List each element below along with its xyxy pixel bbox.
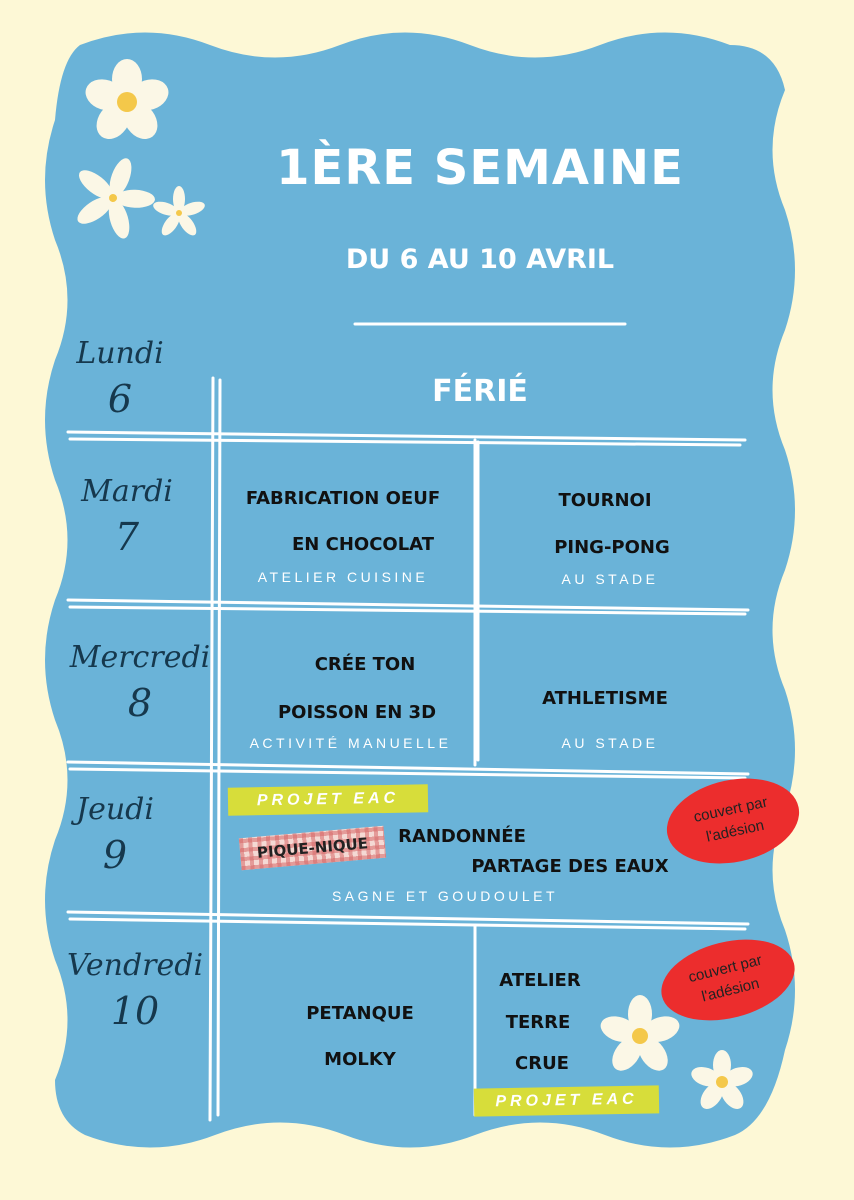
wednesday-activity-left-place: ACTIVITÉ MANUELLE [249, 735, 452, 751]
page-title: 1ÈRE SEMAINE [276, 140, 684, 196]
day-name: Lundi [76, 336, 164, 371]
wednesday-activity-left-line1: CRÉE TON [314, 654, 416, 675]
tuesday-activity-left-line1: FABRICATION OEUF [245, 488, 441, 509]
thursday-activity-line2: PARTAGE DES EAUX [471, 856, 669, 877]
flower-icon [689, 1050, 755, 1113]
flower-icon [81, 59, 172, 146]
friday-activity-right-line3: CRUE [515, 1053, 569, 1074]
covered-by-membership-badge: couvert par l'adésion [653, 927, 803, 1034]
date-range: DU 6 AU 10 AVRIL [345, 244, 615, 275]
day-name: Vendredi [66, 948, 204, 983]
wednesday-activity-right-line1: ATHLETISME [542, 688, 668, 709]
tuesday-activity-left-line2: EN CHOCOLAT [292, 534, 434, 555]
monday-holiday-label: FÉRIÉ [432, 374, 528, 409]
day-name: Mardi [81, 474, 173, 509]
picnic-tag: PIQUE-NIQUE [239, 826, 386, 871]
thursday-activity-place: SAGNE ET GOUDOULET [331, 888, 559, 904]
project-eac-tag: PROJET EAC [474, 1085, 659, 1116]
wednesday-activity-left-line2: POISSON EN 3D [277, 702, 437, 723]
tuesday-activity-right-line2: PING-PONG [554, 537, 670, 558]
friday-activity-left-line1: PETANQUE [306, 1003, 414, 1024]
day-label-monday [45, 336, 195, 421]
day-number: 8 [127, 681, 153, 725]
day-number: 7 [114, 515, 140, 559]
friday-activity-right-line2: TERRE [505, 1012, 571, 1033]
tuesday-activity-right-place: AU STADE [561, 571, 659, 587]
day-label-thursday [40, 792, 190, 877]
day-label-tuesday [52, 474, 202, 559]
friday-activity-right-line1: ATELIER [499, 970, 581, 991]
day-name: Jeudi [76, 792, 154, 827]
day-number: 9 [102, 833, 128, 877]
flower-icon [59, 144, 167, 250]
day-label-wednesday [65, 640, 215, 725]
flower-icon [151, 186, 206, 238]
covered-by-membership-badge: couvert par l'adésion [659, 767, 807, 875]
friday-activity-left-line2: MOLKY [324, 1049, 396, 1070]
tuesday-activity-left-place: ATELIER CUISINE [257, 569, 429, 585]
day-number: 6 [107, 377, 133, 421]
day-name: Mercredi [69, 640, 211, 675]
day-label-friday [60, 948, 210, 1033]
tuesday-activity-right-line1: TOURNOI [558, 490, 652, 511]
thursday-activity-line1: RANDONNÉE [398, 826, 526, 847]
project-eac-tag: PROJET EAC [228, 784, 428, 815]
wednesday-activity-right-place: AU STADE [561, 735, 659, 751]
day-number: 10 [110, 989, 160, 1033]
